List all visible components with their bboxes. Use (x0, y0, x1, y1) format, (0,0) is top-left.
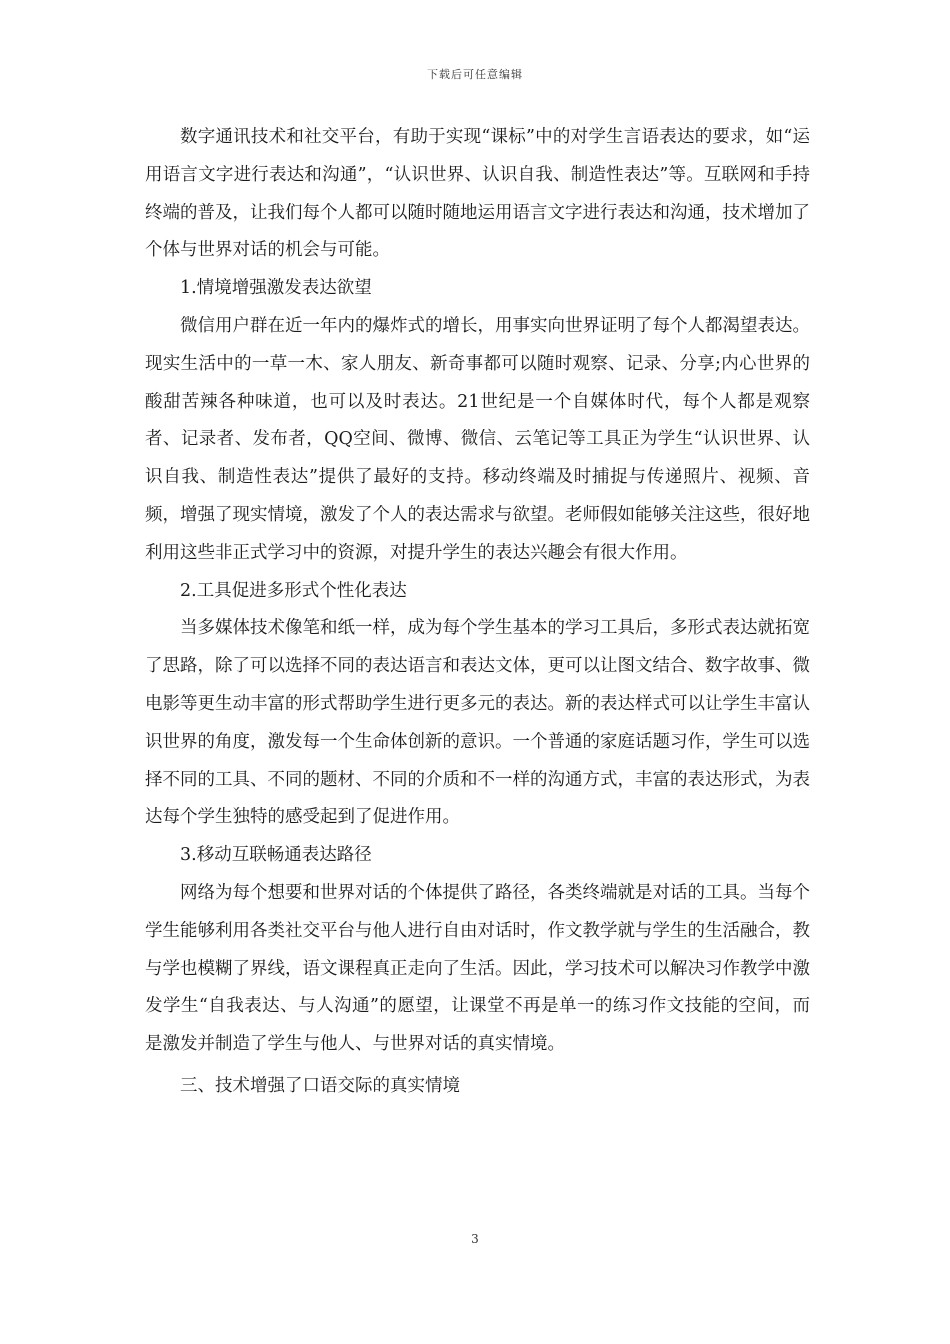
page-number: 3 (471, 1232, 479, 1246)
subheading-3: 3.移动互联畅通表达路径 (180, 845, 372, 866)
section-heading-3: 三、技术增强了口语交际的真实情境 (180, 1075, 460, 1096)
page-header: 下载后可任意编辑 (427, 68, 523, 81)
paragraph-intro: 数字通讯技术和社交平台，有助于实现“课标”中的对学生言语表达的要求，如“运用语言文字进行表达和沟通”，“认识世界、认识自我、制造性表达”等。互联网和手持终端的普及，让我们每个人都可以随时随地运用语言文字进行表达和沟通，技术增加了个体与世界对话的机会与可能。 (145, 127, 810, 261)
paragraph-2: 当多媒体技术像笔和纸一样，成为每个学生基本的学习工具后，多形式表达就拓宽了思路，除了可以选择不同的表达语言和表达文体，更可以让图文结合、数字故事、微电影等更生动丰富的形式帮助学生进行更多元的表达。新的表达样式可以让学生丰富认识世界的角度，激发每一个生命体创新的意识。一个普通的家庭话题习作，学生可以选择不同的工具、不同的题材、不同的介质和不一样的沟通方式，丰富的表达形式，为表达每个学生独特的感受起到了促进作用。 (145, 618, 810, 828)
paragraph-3: 网络为每个想要和世界对话的个体提供了路径，各类终端就是对话的工具。当每个学生能够利用各类社交平台与他人进行自由对话时，作文教学就与学生的生活融合，教与学也模糊了界线，语文课程真正走向了生活。因此，学习技术可以解决习作教学中激发学生“自我表达、与人沟通”的愿望，让课堂不再是单一的练习作文技能的空间，而是激发并制造了学生与他人、与世界对话的真实情境。 (145, 882, 810, 1055)
subheading-1: 1.情境增强激发表达欲望 (180, 278, 372, 299)
paragraph-1: 微信用户群在近一年内的爆炸式的增长，用事实向世界证明了每个人都渴望表达。现实生活中的一草一木、家人朋友、新奇事都可以随时观察、记录、分享;内心世界的酸甜苦辣各种味道，也可以及时表达。21世纪是一个自媒体时代，每个人都是观察者、记录者、发布者，QQ空间、微博、微信、云笔记等工具正为学生“认识世界、认识自我、制造性表达”提供了最好的支持。移动终端及时捕捉与传递照片、视频、音频，增强了现实情境，激发了个人的表达需求与欲望。老师假如能够关注这些，很好地利用这些非正式学习中的资源，对提升学生的表达兴趣会有很大作用。 (145, 315, 810, 563)
document-body (145, 119, 810, 1106)
subheading-2: 2.工具促进多形式个性化表达 (180, 580, 407, 601)
